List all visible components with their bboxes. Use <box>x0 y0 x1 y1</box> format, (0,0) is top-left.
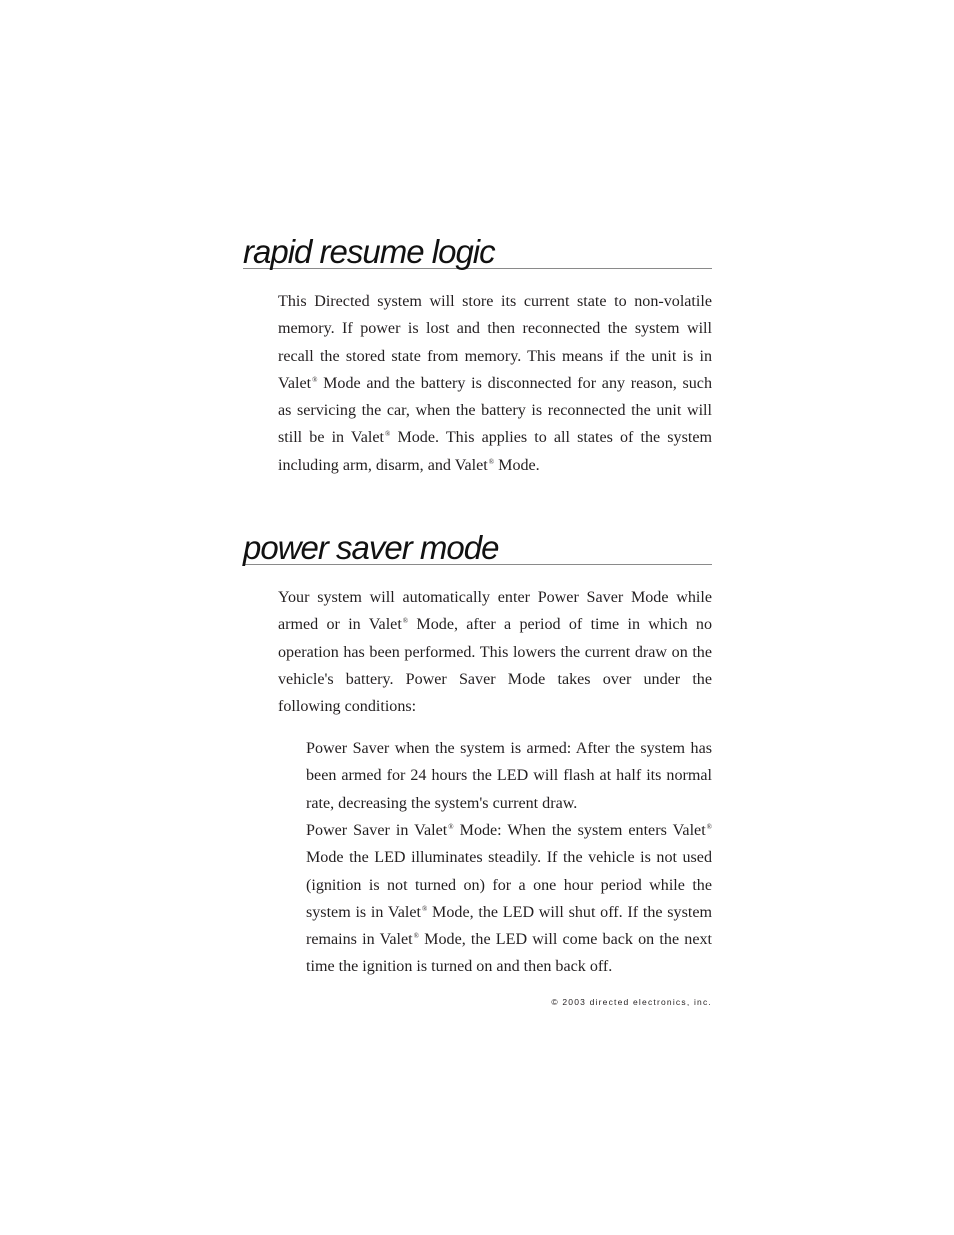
registered-mark: ® <box>385 430 391 439</box>
text-segment: Mode. <box>494 456 540 474</box>
text-segment: Mode. This applies to all states of the system including arm, disarm, and Valet <box>278 429 712 474</box>
registered-mark: ® <box>312 375 318 384</box>
text-segment: Mode: When the system enters Valet <box>453 822 706 839</box>
section-heading-power-saver-mode <box>243 526 712 565</box>
registered-mark: ® <box>402 617 409 626</box>
text-segment: Mode, the LED will come back on the next time the ignition is turned on and then back off. <box>306 931 712 976</box>
text-segment: Power Saver in Valet <box>306 822 448 839</box>
power-saver-valet-condition <box>306 817 712 981</box>
registered-mark: ® <box>421 904 428 913</box>
registered-mark: ® <box>413 932 419 941</box>
power-saver-intro-paragraph <box>278 584 712 720</box>
heading-title: power saver mode <box>243 529 499 566</box>
registered-mark: ® <box>706 823 712 831</box>
section-heading-rapid-resume-logic <box>243 230 712 269</box>
text-segment: Mode the LED illuminates steadily. If the vehicle is not used (ignition is not turned on) for a one hour period while the system is in Valet <box>306 849 712 921</box>
text-segment: Your system will automatically enter Power Saver Mode while armed or in Valet <box>278 589 712 634</box>
text-segment: Mode, after a period of time in which no operation has been performed. This lowers the current draw on the vehicle's battery. Power Saver Mode takes over under the following conditions: <box>278 616 713 716</box>
text-segment: Mode, the LED will shut off. If the system remains in Valet <box>306 903 712 949</box>
text-segment: Power Saver when the system is armed: After the system has been armed for 24 hours the LED will flash at half its normal rate, decreasing the system's current draw. <box>306 740 712 812</box>
registered-mark: ® <box>448 823 454 831</box>
registered-mark: ® <box>488 457 495 466</box>
text-segment: Mode and the battery is disconnected for any reason, such as servicing the car, when the battery is reconnected the unit will still be in Valet <box>278 374 712 447</box>
rapid-resume-paragraph <box>278 288 712 479</box>
copyright-footer: © 2003 directed electronics, inc. <box>551 997 712 1007</box>
heading-title: rapid resume logic <box>243 233 495 270</box>
power-saver-armed-condition <box>306 735 712 817</box>
text-segment: This Directed system will store its current state to non-volatile memory. If power is lost and then reconnected the system will recall the stored state from memory. This means if the unit is in Valet <box>278 293 712 392</box>
